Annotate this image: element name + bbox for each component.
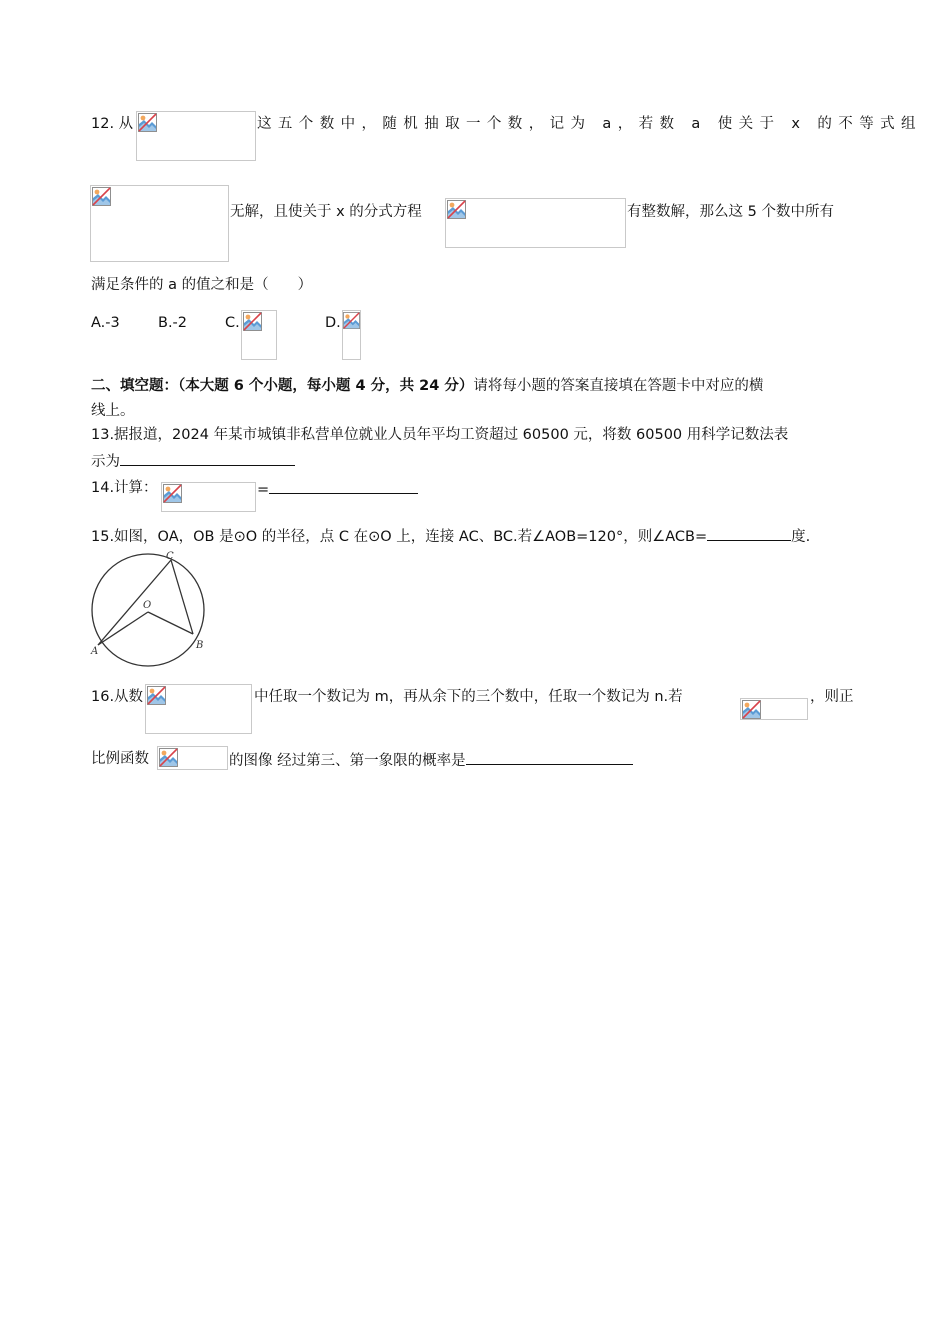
q15-question: 15.如图，OA，OB 是⊙O 的半径，点 C 在⊙O 上，连接 AC、BC.若∠AOB=120°，则∠ACB= [91, 529, 708, 545]
broken-image-icon [138, 113, 157, 132]
section2-heading [91, 376, 763, 396]
label-a: A [91, 646, 99, 657]
q16-line2-tail: 的图像 经过第三、第一象限的概率是 [229, 753, 466, 769]
q12-option-d-image [342, 310, 361, 360]
label-o: O [143, 600, 152, 611]
q13-answer-blank [120, 450, 295, 466]
broken-image-icon [343, 312, 360, 329]
radius-oa [98, 612, 148, 645]
q12-option-d: D. [325, 315, 341, 331]
q14-lead: 14.计算： [91, 480, 158, 496]
broken-image-icon [742, 700, 761, 719]
q12-text-1: 这五个数中，随机抽取一个数，记为 a，若数 a 使关于 x 的不等式组 [257, 116, 922, 132]
q16-function-image [157, 746, 228, 770]
q12-option-b: B.-2 [158, 315, 188, 331]
q16-lead: 16.从数 [91, 689, 144, 705]
section2-title: 二、填空题：（本大题 6 个小题，每小题 4 分，共 24 分） [91, 378, 474, 394]
q15-circle-figure [90, 548, 206, 672]
q14-equals-sign: = [257, 482, 270, 498]
q12-numbers-image [136, 111, 256, 161]
q12-option-c-image [241, 310, 277, 360]
q16-text-3: 比例函数 [91, 751, 149, 767]
q14-answer-blank [269, 478, 418, 494]
q12-option-a: A.-3 [91, 315, 120, 331]
q16-text-2: ，则正 [810, 689, 854, 705]
broken-image-icon [92, 187, 111, 206]
section2-instruction-cont: 线上。 [91, 403, 135, 419]
q12-text-4: 满足条件的 a 的值之和是（ ） [91, 277, 313, 293]
q13-line2 [91, 450, 295, 472]
q14-expression-image [161, 482, 256, 512]
q15-answer-blank [707, 525, 791, 541]
broken-image-icon [163, 484, 182, 503]
q14-equals [257, 478, 418, 500]
chord-ac [98, 560, 171, 645]
q16-text-4 [229, 749, 633, 771]
section2-instruction: 请将每小题的答案直接填在答题卡中对应的横 [473, 378, 764, 394]
label-c: C [166, 551, 174, 562]
broken-image-icon [447, 200, 466, 219]
broken-image-icon [159, 748, 178, 767]
q12-equation-image [445, 198, 626, 248]
broken-image-icon [147, 686, 166, 705]
q13-line2-text: 示为 [91, 454, 120, 470]
q12-text-2: 无解，且使关于 x 的分式方程 [230, 204, 422, 220]
q12-text-3: 有整数解，那么这 5 个数中所有 [627, 204, 834, 220]
q16-condition-image [740, 698, 808, 720]
q16-numbers-image [145, 684, 252, 734]
label-b: B [196, 640, 204, 651]
q12-lead: 12. 从 [91, 116, 134, 132]
q12-inequality-image [90, 185, 229, 262]
q16-text-1: 中任取一个数记为 m，再从余下的三个数中，任取一个数记为 n.若 [254, 689, 683, 705]
q15-text [91, 525, 810, 547]
q16-answer-blank [466, 749, 633, 765]
broken-image-icon [243, 312, 262, 331]
q12-option-c: C. [225, 315, 240, 331]
q15-unit: 度. [791, 529, 811, 545]
radius-ob [148, 612, 193, 634]
chord-bc [171, 560, 193, 634]
q13-line1: 13.据报道，2024 年某市城镇非私营单位就业人员年平均工资超过 60500 元，将数 60500 用科学记数法表 [91, 427, 789, 443]
